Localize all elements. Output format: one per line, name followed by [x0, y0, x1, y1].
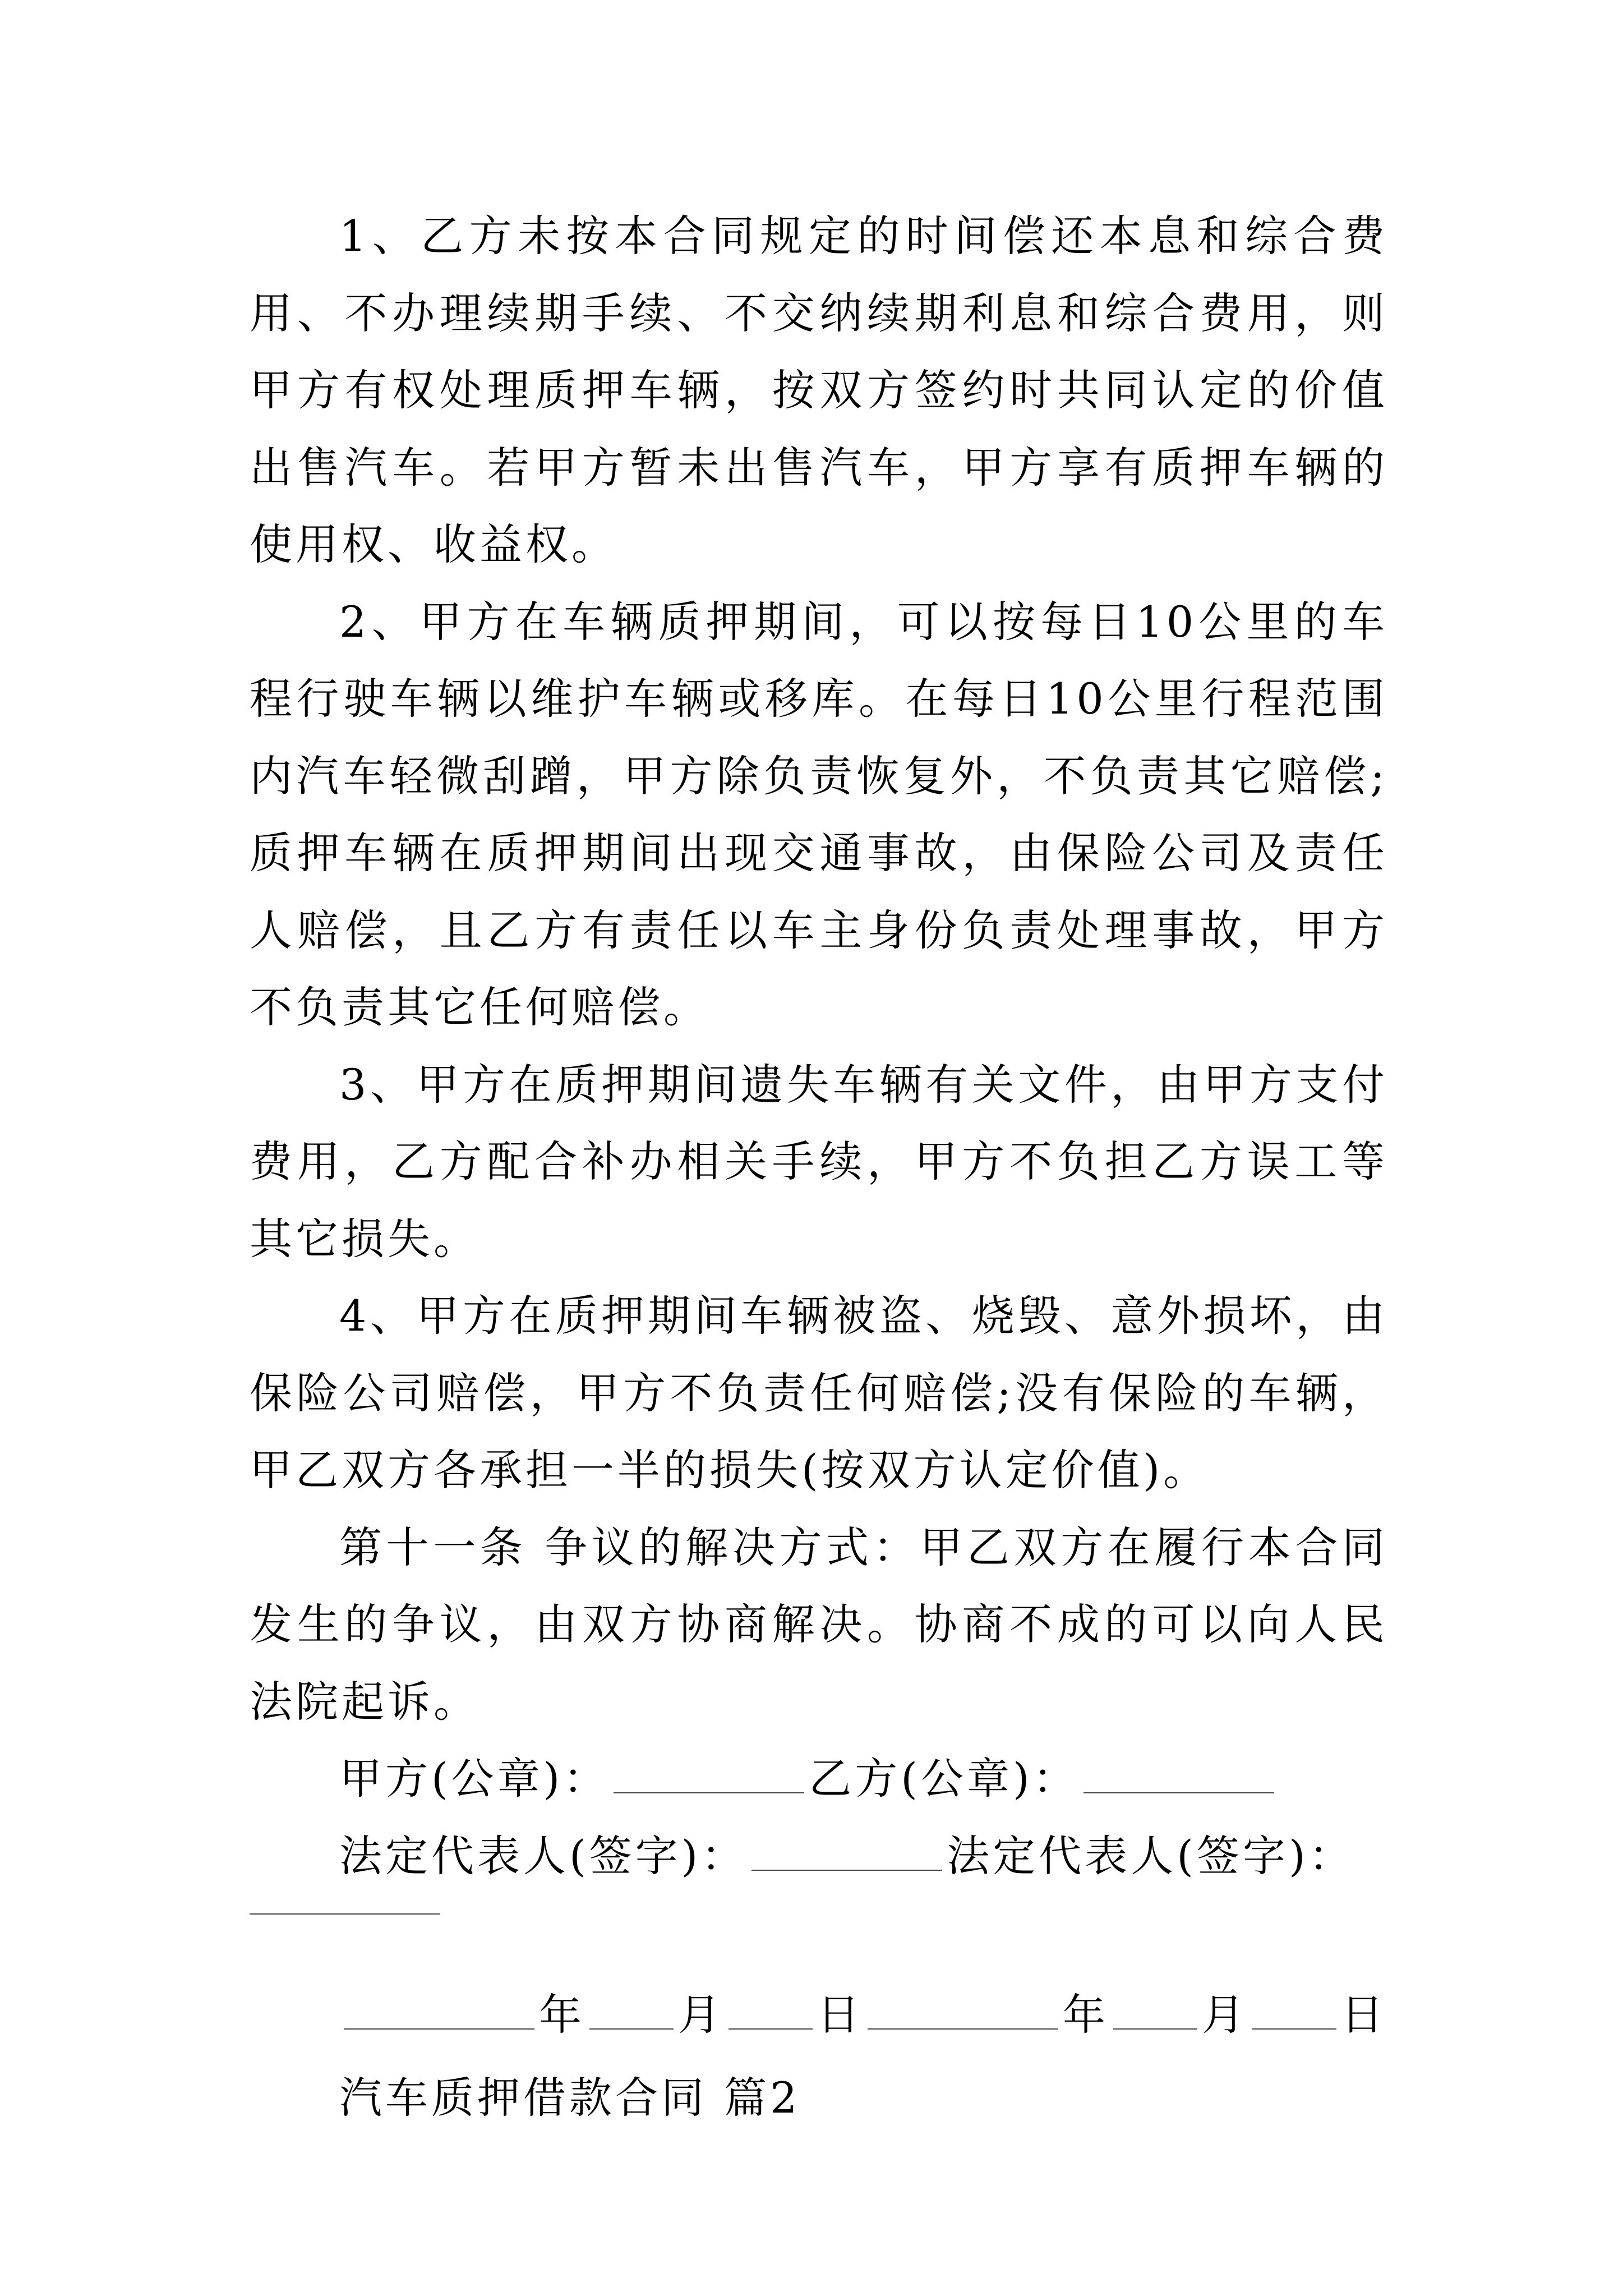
- date-a-month-label: 月: [678, 1990, 724, 2040]
- date-b-day-blank: [1252, 2028, 1336, 2030]
- party-b-seal-blank: [1083, 1792, 1274, 1793]
- party-a-seal-blank: [614, 1792, 804, 1793]
- next-section-title: 汽车质押借款合同 篇2: [339, 2072, 801, 2123]
- date-a-month-blank: [589, 2028, 674, 2030]
- legal-rep-line: [250, 1818, 1388, 1895]
- date-a-year-blank: [344, 2028, 534, 2030]
- clause-paragraph-4: 4、甲方在质押期间车辆被盗、烧毁、意外损坏，由保险公司赔偿，甲方不负责任何赔偿;没有保险的车辆，甲乙双方各承担一半的损失(按双方认定价值)。: [250, 1291, 1388, 1495]
- legal-rep-b-blank: [250, 1913, 440, 1915]
- legal-rep-a-blank: [751, 1869, 942, 1871]
- clause-paragraph-2: 2、甲方在车辆质押期间，可以按每日10公里的车程行驶车辆以维护车辆或移库。在每日10公里行程范围内汽车轻微刮蹭，甲方除负责恢复外，不负责其它赔偿;质押车辆在质押期间出现交通事故，由保险公司及责任人赔偿，且乙方有责任以车主身份负责处理事故，甲方不负责其它任何赔偿。: [250, 596, 1388, 1032]
- date-b-month-blank: [1113, 2028, 1197, 2030]
- clause-paragraph-1: 1、乙方未按本合同规定的时间偿还本息和综合费用、不办理续期手续、不交纳续期利息和综合费用，则甲方有权处理质押车辆，按双方签约时共同认定的价值出售汽车。若甲方暂未出售汽车，甲方享有质押车辆的使用权、收益权。: [250, 211, 1388, 569]
- party-a-seal-label: 甲方(公章)：: [339, 1754, 610, 1803]
- date-b-year-label: 年: [1063, 1990, 1109, 2040]
- date-a-day-blank: [728, 2028, 813, 2030]
- dispute-resolution-paragraph: 第十一条 争议的解决方式：甲乙双方在履行本合同发生的争议，由双方协商解决。协商不成的可以向人民法院起诉。: [250, 1522, 1388, 1727]
- date-a-year-label: 年: [539, 1990, 585, 2040]
- party-b-seal-label: 乙方(公章)：: [809, 1754, 1079, 1803]
- date-b-month-label: 月: [1202, 1990, 1248, 2040]
- seal-line: [250, 1740, 1388, 1818]
- legal-rep-b-label: 法定代表人(签字)：: [947, 1830, 1355, 1881]
- legal-rep-a-label: 法定代表人(签字)：: [339, 1830, 748, 1881]
- date-b-day-label: 日: [1341, 1990, 1387, 2040]
- clause-paragraph-3: 3、甲方在质押期间遗失车辆有关文件，由甲方支付费用，乙方配合补办相关手续，甲方不负担乙方误工等其它损失。: [250, 1059, 1388, 1264]
- date-a-day-label: 日: [817, 1990, 863, 2040]
- document-body: [250, 197, 1388, 2136]
- date-b-year-blank: [868, 2028, 1058, 2030]
- date-line: [250, 1976, 1388, 2054]
